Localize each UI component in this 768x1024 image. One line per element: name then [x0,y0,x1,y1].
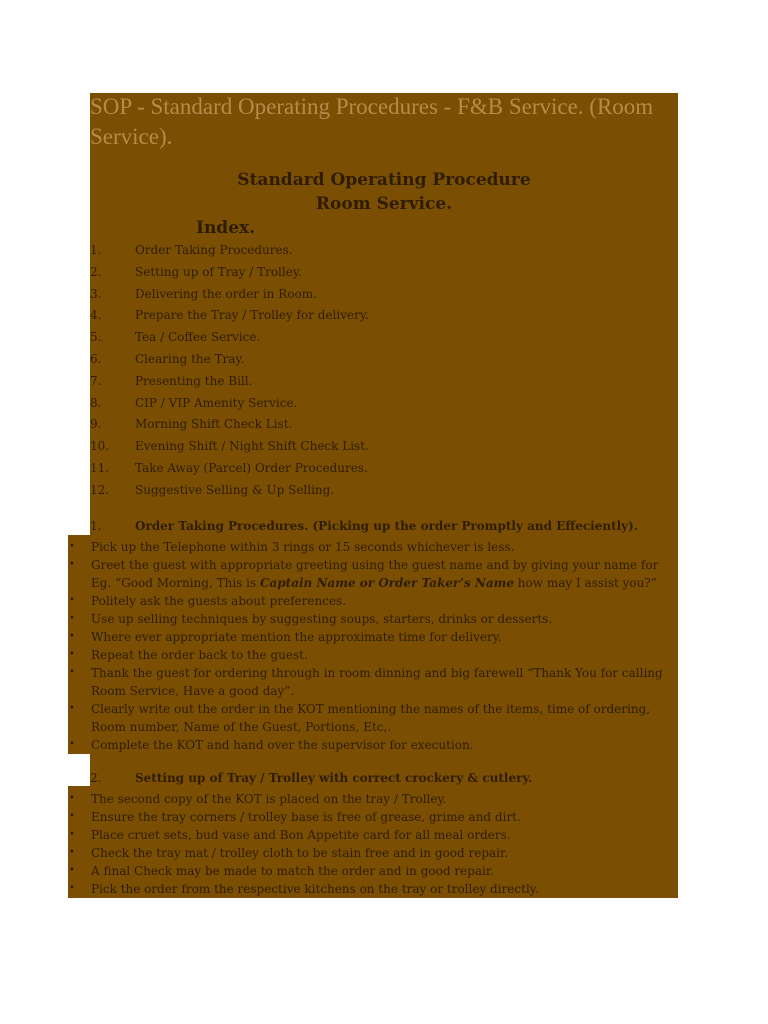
list-item [68,592,676,610]
bullet-icon: • [69,883,75,894]
index-list [90,240,650,502]
list-item [68,844,676,862]
bullet-text: Complete the KOT and hand over the supervisor for execution. [91,738,474,752]
list-item [68,538,676,556]
bullet-text: The second copy of the KOT is placed on the tray / Trolley. [91,792,447,806]
bullet-text: Repeat the order back to the guest. [91,648,308,662]
bullet-icon: • [69,595,75,606]
index-label: Evening Shift / Night Shift Check List. [135,439,369,454]
index-label: CIP / VIP Amenity Service. [135,395,298,410]
bullet-text: Thank the guest for ordering through in room dinning and big farewell “Thank You for calling Room Service, Have a good day”. [91,666,663,698]
index-item [90,458,650,480]
bullet-text: Use up selling techniques by suggesting soups, starters, drinks or desserts. [91,612,553,626]
index-label: Morning Shift Check List. [135,417,293,432]
bullet-text: Greet the guest with appropriate greeting using the guest name and by giving your name for Eg. “Good Morning, This is [91,558,659,590]
bullet-emphasis: Captain Name or Order Taker’s Name [259,576,514,590]
bullet-icon: • [69,703,75,714]
index-item [90,393,650,415]
list-item [68,700,676,736]
bullet-text: Where ever appropriate mention the approximate time for delivery. [91,630,502,644]
index-heading: Index. [196,218,256,238]
bullet-text: Clearly write out the order in the KOT mentioning the names of the items, time of ordering, Room number, Name of the Guest, Portions, Etc,. [91,702,651,734]
bullet-icon: • [69,829,75,840]
index-number: 7. [90,373,102,388]
index-label: Take Away (Parcel) Order Procedures. [135,460,368,475]
index-label: Clearing the Tray. [135,351,245,366]
section-title: Order Taking Procedures. (Picking up the order Promptly and Effeciently). [135,519,638,533]
bullet-text: Pick up the Telephone within 3 rings or 15 seconds whichever is less. [91,540,515,554]
section-number: 2. [90,771,102,785]
bullet-list-tray-setup [68,790,676,898]
index-label: Delivering the order in Room. [135,286,317,301]
index-item [90,480,650,502]
index-item [90,284,650,306]
bullet-icon: • [69,865,75,876]
list-item [68,556,676,592]
index-number: 1. [90,243,102,257]
bullet-text: Pick the order from the respective kitchens on the tray or trolley directly. [91,882,539,896]
bullet-icon: • [69,667,75,678]
index-item [90,349,650,371]
bullet-text: A final Check may be made to match the order and in good repair. [91,864,495,878]
bullet-icon: • [69,649,75,660]
bullet-icon: • [69,811,75,822]
index-item [90,327,650,349]
index-label: Setting up of Tray / Trolley. [135,264,302,279]
bullet-text: Politely ask the guests about preferences. [91,594,347,608]
list-item [68,628,676,646]
bullet-icon: • [69,793,75,804]
bullet-icon: • [69,739,75,750]
section-number: 1. [90,519,102,533]
index-item [90,305,650,327]
index-number: 11. [90,460,110,475]
index-label: Presenting the Bill. [135,373,253,388]
index-label: Prepare the Tray / Trolley for delivery. [135,308,369,323]
bullet-text: how may I assist you?” [513,576,657,590]
heading-line-2: Room Service. [315,194,453,214]
index-item [90,371,650,393]
bullet-text: Check the tray mat / trolley cloth to be stain free and in good repair. [91,846,509,860]
list-item [68,880,676,898]
index-label: Order Taking Procedures. [135,243,293,257]
bullet-list-order-taking [68,538,676,754]
index-number: 2. [90,264,102,279]
index-number: 9. [90,417,102,432]
list-item [68,862,676,880]
index-label: Tea / Coffee Service. [135,330,261,345]
index-item [90,436,650,458]
section-title: Setting up of Tray / Trolley with correct crockery & cutlery. [135,771,533,785]
index-number: 10. [90,439,110,454]
bullet-text: Ensure the tray corners / trolley base is free of grease, grime and dirt. [91,810,521,824]
bullet-icon: • [69,541,75,552]
list-item [68,826,676,844]
index-number: 12. [90,482,110,497]
index-label: Suggestive Selling & Up Selling. [135,482,335,497]
bullet-icon: • [69,847,75,858]
index-number: 6. [90,351,102,366]
index-number: 3. [90,286,102,301]
list-item [68,808,676,826]
bullet-icon: • [69,631,75,642]
list-item [68,610,676,628]
index-item [90,240,650,262]
index-number: 8. [90,395,102,410]
document-title: SOP - Standard Operating Procedures - F&B Service. (Room Service). [90,94,654,149]
list-item [68,664,676,700]
list-item [68,736,676,754]
index-item [90,262,650,284]
list-item [68,646,676,664]
bullet-icon: • [69,613,75,624]
index-item [90,414,650,436]
heading-line-1: Standard Operating Procedure [237,170,531,190]
bullet-icon: • [69,559,75,570]
list-item [68,790,676,808]
index-number: 4. [90,308,102,323]
bullet-text: Place cruet sets, bud vase and Bon Appetite card for all meal orders. [91,828,511,842]
index-number: 5. [90,330,102,345]
